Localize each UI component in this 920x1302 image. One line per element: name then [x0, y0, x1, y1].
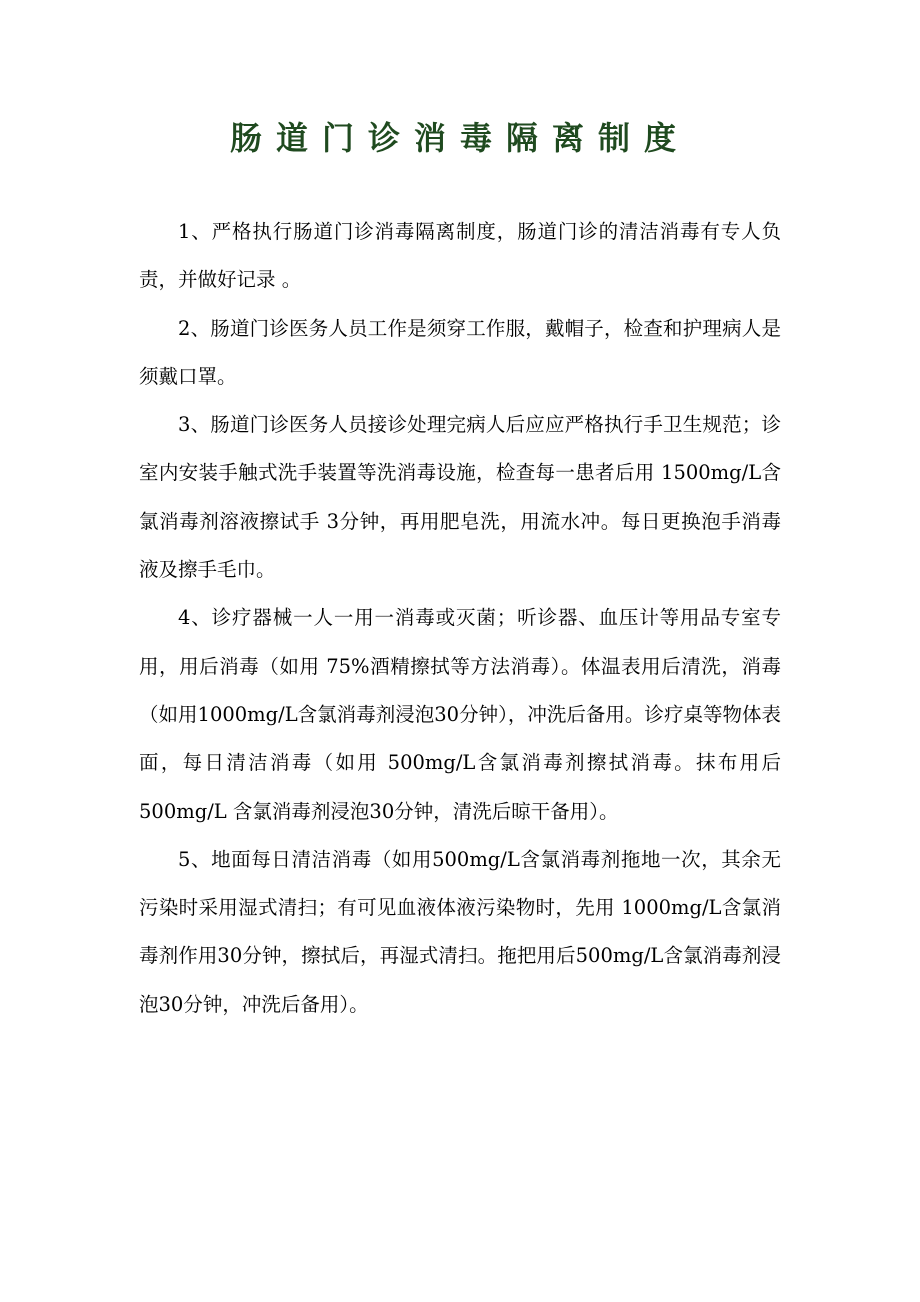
paragraph-2: 2、肠道门诊医务人员工作是须穿工作服，戴帽子，检查和护理病人是须戴口罩。: [139, 316, 781, 388]
document-body: [139, 208, 781, 1029]
paragraph-5: 5、地面每日清洁消毒（如用500mg/L含氯消毒剂拖地一次，其余无污染时采用湿式清扫；有可见血液体液污染物时，先用 1000mg/L含氯消毒剂作用30分钟，擦拭后，再湿式清扫。拖把用后500mg/L含氯消毒剂浸泡30分钟，冲洗后备用）。: [139, 847, 781, 1016]
paragraph-4: 4、诊疗器械一人一用一消毒或灭菌；听诊器、血压计等用品专室专用，用后消毒（如用 75%酒精擦拭等方法消毒）。体温表用后清洗，消毒（如用1000mg/L含氯消毒剂浸泡30分钟），冲洗后备用。诊疗桌等物体表面，每日清洁消毒（如用 500mg/L含氯消毒剂擦拭消毒。抹布用后500mg/L 含氯消毒剂浸泡30分钟，清洗后晾干备用）。: [139, 606, 781, 823]
document-title: 肠道门诊消毒隔离制度: [229, 119, 690, 157]
paragraph-1: 1、严格执行肠道门诊消毒隔离制度，肠道门诊的清洁消毒有专人负责，并做好记录 。: [139, 220, 781, 292]
paragraph-3: 3、肠道门诊医务人员接诊处理完病人后应应严格执行手卫生规范；诊室内安装手触式洗手装置等洗消毒设施，检查每一患者后用 1500mg/L含氯消毒剂溶液擦试手 3分钟，再用肥皂洗，用流水冲。每日更换泡手消毒液及擦手毛巾。: [139, 413, 781, 582]
